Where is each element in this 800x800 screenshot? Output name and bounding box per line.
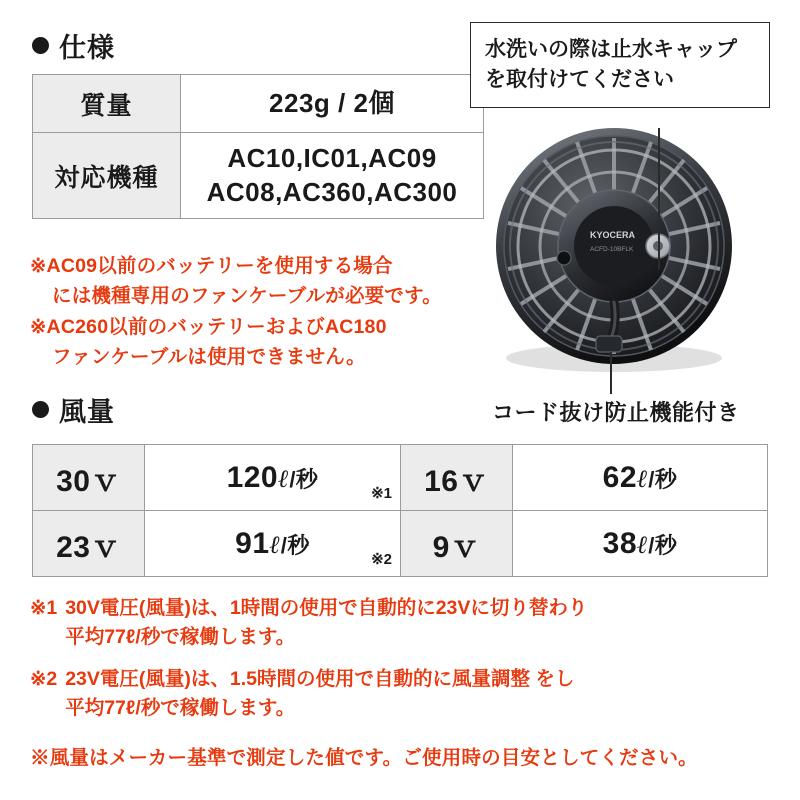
airflow-value-16v bbox=[513, 445, 768, 511]
cord-leader-line bbox=[610, 352, 612, 394]
spec-note-2 bbox=[30, 313, 510, 372]
fan-brand-text: KYOCERA bbox=[590, 230, 636, 240]
table-row bbox=[33, 445, 768, 511]
spec-label-models: 対応機種 bbox=[33, 133, 181, 219]
table-row bbox=[33, 511, 768, 577]
callout-line2: を取付けてください bbox=[485, 67, 674, 91]
airflow-ref-1: ※1 bbox=[371, 485, 392, 502]
airflow-unit-per-sec: /秒 bbox=[289, 466, 319, 492]
spec-section-heading bbox=[32, 26, 115, 65]
waterproof-cap-callout bbox=[470, 22, 770, 108]
airflow-value-9v-number: 38 bbox=[602, 526, 638, 560]
airflow-value-9v bbox=[513, 511, 768, 577]
airflow-voltage-9v: 9ｖ bbox=[401, 511, 513, 577]
spec-notes bbox=[30, 252, 510, 375]
footnote-1-line1: 30V電圧(風量)は、1時間の使用で自動的に23Vに切り替わり bbox=[65, 597, 588, 619]
cord-lock-icon bbox=[596, 336, 622, 352]
spec-value-weight: 223g / 2個 bbox=[181, 75, 484, 133]
footnote-1-mark: ※1 bbox=[30, 597, 58, 619]
airflow-value-30v-number: 120 bbox=[226, 460, 279, 494]
spec-models-line1: AC10,IC01,AC09 bbox=[227, 143, 437, 174]
callout-line1: 水洗いの際は止水キャップ bbox=[485, 38, 737, 61]
spec-table bbox=[32, 74, 484, 219]
airflow-unit-per-sec: /秒 bbox=[648, 532, 678, 558]
airflow-heading-label: 風量 bbox=[59, 397, 115, 427]
spec-note-2-line1: ※AC260以前のバッテリーおよびAC180 bbox=[30, 316, 387, 339]
footnote-2-mark: ※2 bbox=[30, 667, 58, 690]
airflow-value-30v bbox=[145, 445, 401, 511]
spec-value-models bbox=[181, 133, 484, 219]
airflow-value-23v-number: 91 bbox=[235, 526, 270, 560]
fan-model-text: ACFD-10BFLK bbox=[590, 246, 634, 253]
fan-product-image bbox=[472, 118, 762, 388]
airflow-voltage-30v: 30ｖ bbox=[33, 445, 145, 511]
bullet-icon bbox=[32, 401, 49, 418]
airflow-unit-per-sec: /秒 bbox=[280, 532, 310, 558]
airflow-bottom-note: ※風量はメーカー基準で測定した値です。ご使用時の目安としてください。 bbox=[30, 747, 698, 769]
spec-models-line2: AC08,AC360,AC300 bbox=[206, 176, 458, 207]
fan-illustration bbox=[472, 118, 762, 388]
table-row bbox=[33, 133, 484, 219]
cord-feature-label: コード抜け防止機能付き bbox=[492, 400, 740, 425]
bullet-icon bbox=[32, 37, 49, 54]
table-row bbox=[33, 75, 484, 133]
spec-note-2-line2: ファンケーブルは使用できません。 bbox=[52, 345, 366, 368]
airflow-voltage-23v: 23ｖ bbox=[33, 511, 145, 577]
airflow-unit-liter: ℓ bbox=[637, 531, 649, 559]
footnote-2-line1: 23V電圧(風量)は、1.5時間の使用で自動的に風量調整 をし bbox=[65, 667, 575, 690]
footnote-1-body bbox=[65, 594, 770, 653]
airflow-section-heading bbox=[32, 390, 115, 429]
footnote-1 bbox=[30, 594, 770, 653]
spec-label-weight: 質量 bbox=[33, 75, 181, 133]
airflow-value-16v-number: 62 bbox=[602, 460, 638, 494]
airflow-table bbox=[32, 444, 768, 577]
footnote-2-body bbox=[65, 665, 770, 724]
spec-note-1-line1: ※AC09以前のバッテリーを使用する場合 bbox=[30, 255, 393, 277]
footnote-2-line2: 平均77ℓ/秒で稼働します。 bbox=[65, 696, 296, 719]
airflow-unit-liter: ℓ bbox=[269, 531, 281, 559]
airflow-unit-liter: ℓ bbox=[637, 465, 649, 493]
airflow-unit-liter: ℓ bbox=[278, 465, 290, 493]
footnote-2 bbox=[30, 665, 770, 724]
spec-heading-label: 仕様 bbox=[59, 33, 115, 63]
airflow-ref-2: ※2 bbox=[371, 551, 392, 568]
spec-note-1-line2: には機種専用のファンケーブルが必要です。 bbox=[52, 284, 442, 307]
footnote-1-line2: 平均77ℓ/秒で稼働します。 bbox=[65, 626, 296, 649]
spec-note-1 bbox=[30, 252, 510, 311]
airflow-value-23v bbox=[145, 511, 401, 577]
airflow-unit-per-sec: /秒 bbox=[648, 466, 678, 492]
callout-leader-line bbox=[658, 128, 660, 270]
airflow-voltage-16v: 16ｖ bbox=[401, 445, 513, 511]
airflow-footnotes bbox=[30, 594, 770, 735]
